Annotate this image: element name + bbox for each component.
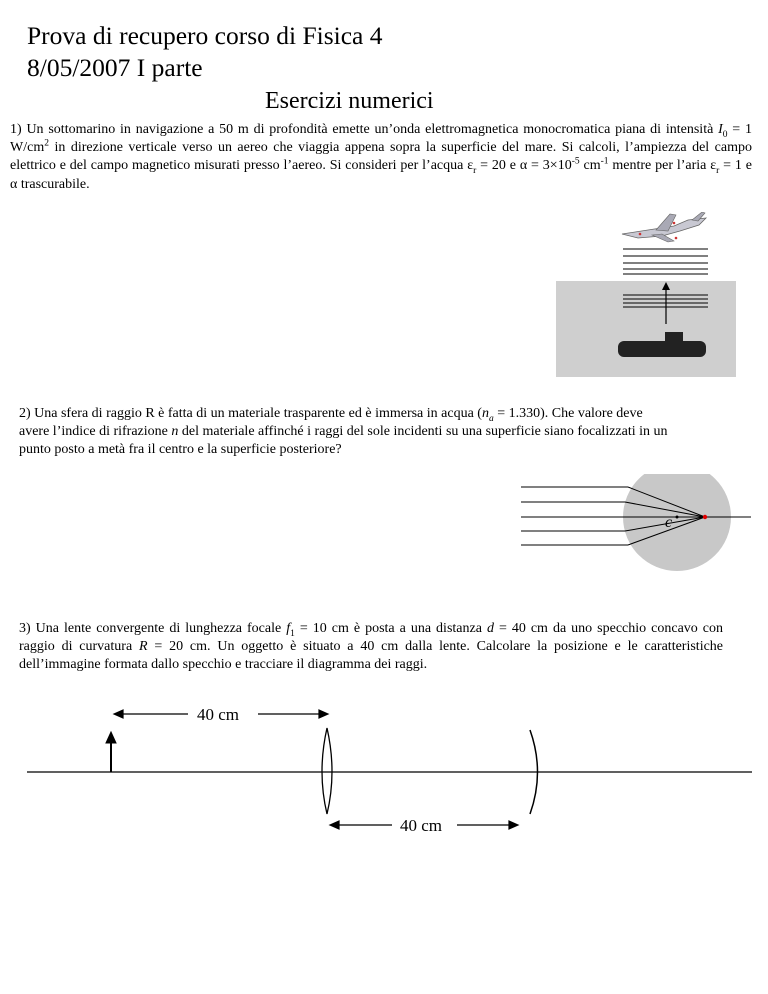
air-wavefronts — [623, 249, 708, 274]
exercise-3-text: 3) Una lente convergente di lunghezza focale $f_1 = 10$ cm è posta a una distanza d = 40 cm da uno specchio concavo con raggio di curvatura R = 20 cm. Un oggetto è situato a 40 cm dalla lente. Calcolare la posizione e le caratteristiche dell’immagine formata dallo specchio e tracciare il diagramma dei raggi. — [19, 621, 724, 673]
airplane-icon — [622, 212, 706, 242]
exercise-1-text: 1) Un sottomarino in navigazione a 50 m di profondità emette un’onda elettromagnetica monocromatica piana di intensità $I_0 = 1$ $W/cm^2$ in direzione verticale verso un aereo che viaggia appena sopra la superficie del mare. Si calcoli, l’ampiezza del campo elettrico e del campo magnetico misurati presso l’aereo. Si consideri per l’acqua $\varepsilon_r = 20$ e $\alpha = 3\times 10^{-5}$ $cm^{-1}$ mentre per l’aria $\varepsilon_r = 1$ e α trascurabile. — [10, 122, 753, 192]
exercise-2-text: 2) Una sfera di raggio R è fatta di un materiale trasparente ed è immersa in acqua $(n_a = 1.330)$. Che valore deve avere l’indice di rifrazione n del materiale affinché i raggi del sole incidenti su una superficie siano focalizzati in un punto posto a metà fra il centro e la superficie posteriore? — [19, 406, 668, 458]
converging-lens — [322, 728, 332, 814]
sphere-shape — [623, 474, 731, 571]
exam-date: 8/05/2007 I parte — [27, 53, 203, 82]
center-label: c — [665, 514, 673, 531]
submarine-figure — [556, 212, 736, 377]
focus-point — [703, 515, 707, 519]
object-arrow — [106, 732, 116, 772]
page-title: Prova di recupero corso di Fisica 4 — [27, 21, 383, 50]
section-title: Esercizi numerici — [265, 88, 434, 114]
distance-label-top: 40 cm — [197, 705, 240, 724]
distance-label-bottom: 40 cm — [400, 816, 443, 835]
sphere-center — [676, 516, 679, 519]
sphere-figure — [515, 474, 755, 574]
optics-diagram — [0, 700, 768, 850]
